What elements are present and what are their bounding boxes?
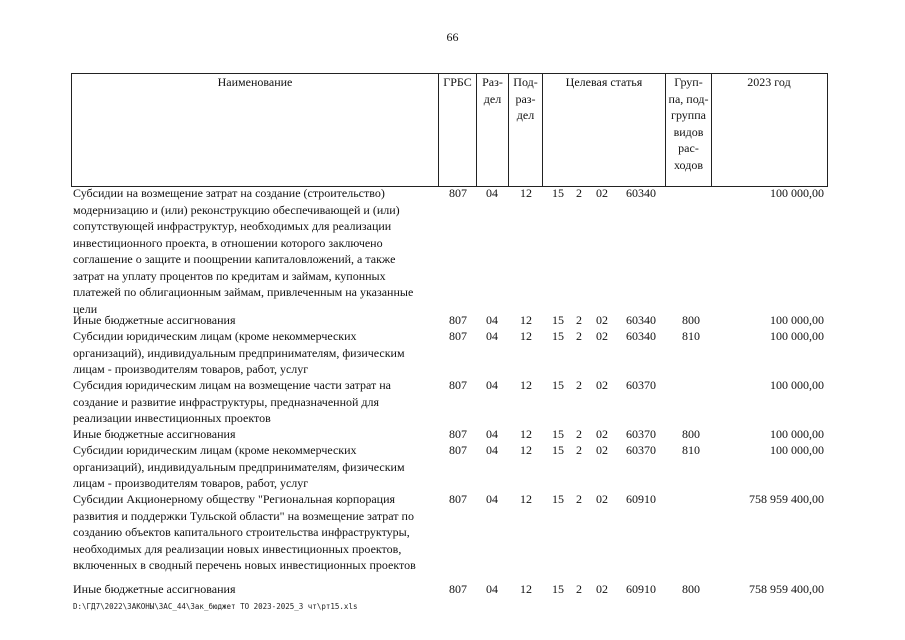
cell-grbs: 807: [449, 378, 467, 392]
cell-podr: 12: [520, 582, 532, 596]
cell-c1: 15: [552, 427, 564, 441]
cell-name: Субсидии Акционерному обществу "Региональная корпорация развития и поддержки Тульской области" на возмещение затрат по созданию объектов капитального строительства инфраструктуры, необходимых для реализации новых инвестиционных проектов, включенных в сводный перечень новых инвестиционных проектов: [73, 492, 416, 572]
cell-c4: 60340: [626, 329, 656, 343]
cell-c3: 02: [596, 329, 608, 343]
cell-razd: 04: [486, 313, 498, 327]
cell-c1: 15: [552, 582, 564, 596]
cell-c2: 2: [576, 186, 582, 200]
cell-razd: 04: [486, 443, 498, 457]
cell-sum: 100 000,00: [770, 378, 824, 392]
cell-c1: 15: [552, 313, 564, 327]
cell-podr: 12: [520, 443, 532, 457]
cell-sum: 758 959 400,00: [749, 582, 824, 596]
cell-c4: 60340: [626, 186, 656, 200]
cell-razd: 04: [486, 492, 498, 506]
file-path: D:\ГД7\2022\ЗАКОНЫ\ЗАС_44\Зак_бюджет ТО 2023-2025_3 чт\рт15.xls: [73, 602, 358, 611]
cell-podr: 12: [520, 427, 532, 441]
cell-grbs: 807: [449, 582, 467, 596]
cell-c2: 2: [576, 582, 582, 596]
page-number: 66: [446, 30, 459, 44]
cell-c1: 15: [552, 378, 564, 392]
cell-grbs: 807: [449, 492, 467, 506]
cell-c2: 2: [576, 378, 582, 392]
cell-vid: 810: [682, 329, 700, 343]
cell-name: Иные бюджетные ассигнования: [73, 427, 236, 441]
cell-podr: 12: [520, 329, 532, 343]
header-razdel: Раз- дел: [482, 75, 503, 106]
cell-c2: 2: [576, 492, 582, 506]
cell-grbs: 807: [449, 186, 467, 200]
cell-vid: 800: [682, 313, 700, 327]
cell-razd: 04: [486, 427, 498, 441]
cell-c4: 60370: [626, 427, 656, 441]
cell-c3: 02: [596, 492, 608, 506]
cell-podr: 12: [520, 492, 532, 506]
cell-c2: 2: [576, 313, 582, 327]
cell-c3: 02: [596, 443, 608, 457]
cell-grbs: 807: [449, 427, 467, 441]
header-grbs: ГРБС: [443, 75, 472, 89]
cell-c1: 15: [552, 329, 564, 343]
cell-vid: 810: [682, 443, 700, 457]
header-name: Наименование: [217, 75, 293, 89]
cell-sum: 100 000,00: [770, 313, 824, 327]
cell-c4: 60340: [626, 313, 656, 327]
cell-vid: 800: [682, 427, 700, 441]
cell-vid: 800: [682, 582, 700, 596]
cell-c3: 02: [596, 378, 608, 392]
cell-c2: 2: [576, 427, 582, 441]
cell-c3: 02: [596, 313, 608, 327]
cell-sum: 100 000,00: [770, 329, 824, 343]
cell-razd: 04: [486, 186, 498, 200]
cell-c3: 02: [596, 582, 608, 596]
cell-name: Субсидия юридическим лицам на возмещение части затрат на создание и развитие инфраструктуры, предназначенной для реализации инвестиционных проектов: [73, 378, 392, 425]
cell-podr: 12: [520, 186, 532, 200]
cell-sum: 100 000,00: [770, 186, 824, 200]
cell-razd: 04: [486, 582, 498, 596]
cell-c3: 02: [596, 186, 608, 200]
cell-c4: 60370: [626, 443, 656, 457]
cell-name: Субсидии юридическим лицам (кроме некоммерческих организаций), индивидуальным предпринимателям, физическим лицам - производителям товаров, работ, услуг: [73, 329, 405, 376]
header-vid-rashodov: Груп- па, под- группа видов рас- ходов: [668, 75, 709, 172]
cell-razd: 04: [486, 329, 498, 343]
cell-c2: 2: [576, 443, 582, 457]
cell-name: Субсидии на возмещение затрат на создание (строительство) модернизацию и (или) реконструкцию обеспечивающей и (или) сопутствующей инфраструктур, необходимых для реализации инвестиционного проекта, в отношении которого заключено соглашение о защите и поощрении капиталовложений, а также затрат на уплату процентов по кредитам и займам, купонных платежей по облигационным займам, привлеченным на указанные цели: [73, 186, 414, 316]
cell-grbs: 807: [449, 313, 467, 327]
cell-c2: 2: [576, 329, 582, 343]
cell-grbs: 807: [449, 329, 467, 343]
cell-c4: 60370: [626, 378, 656, 392]
cell-c1: 15: [552, 443, 564, 457]
cell-c4: 60910: [626, 582, 656, 596]
cell-sum: 758 959 400,00: [749, 492, 824, 506]
cell-grbs: 807: [449, 443, 467, 457]
cell-sum: 100 000,00: [770, 427, 824, 441]
cell-name: Иные бюджетные ассигнования: [73, 582, 236, 596]
cell-name: Субсидии юридическим лицам (кроме некоммерческих организаций), индивидуальным предпринимателям, физическим лицам - производителям товаров, работ, услуг: [73, 443, 405, 490]
cell-name: Иные бюджетные ассигнования: [73, 313, 236, 327]
header-podrazdel: Под- раз- дел: [513, 75, 538, 122]
cell-c1: 15: [552, 186, 564, 200]
cell-c4: 60910: [626, 492, 656, 506]
header-year: 2023 год: [747, 75, 791, 89]
cell-razd: 04: [486, 378, 498, 392]
cell-podr: 12: [520, 378, 532, 392]
cell-sum: 100 000,00: [770, 443, 824, 457]
cell-c3: 02: [596, 427, 608, 441]
header-celevaya-statya: Целевая статья: [565, 75, 643, 89]
cell-podr: 12: [520, 313, 532, 327]
cell-c1: 15: [552, 492, 564, 506]
